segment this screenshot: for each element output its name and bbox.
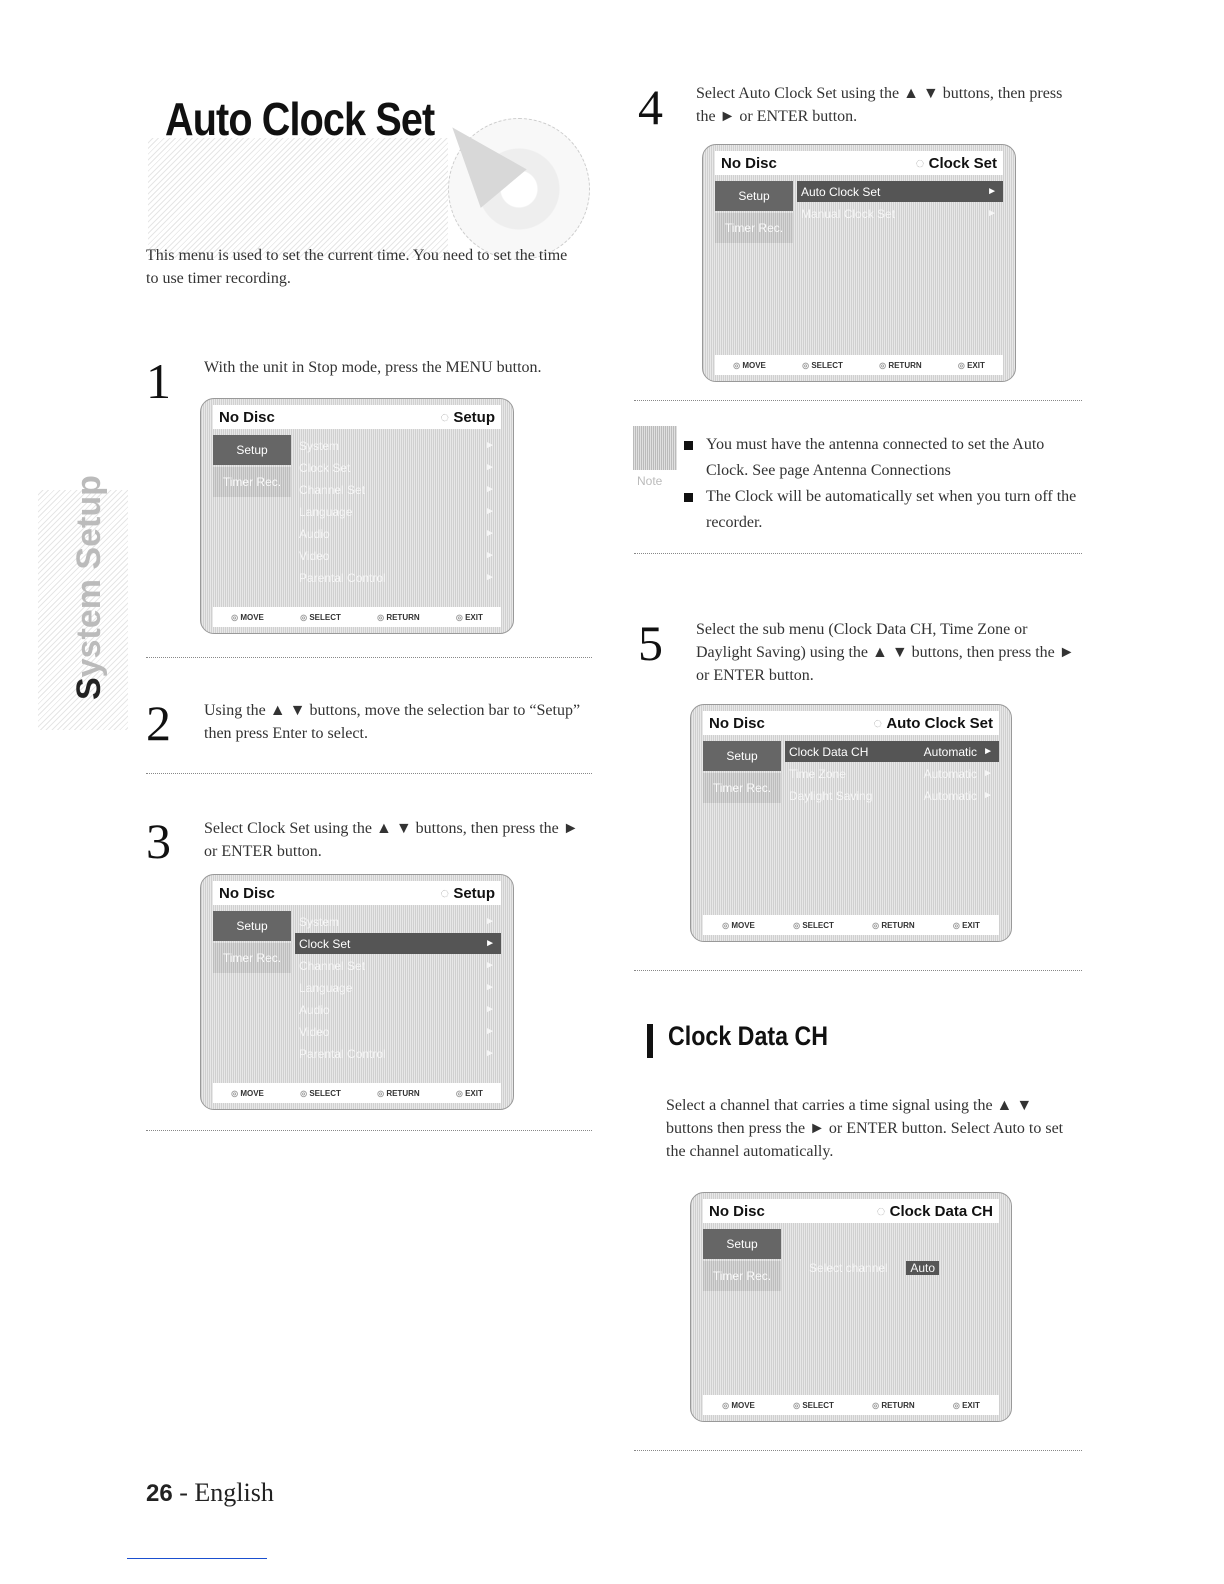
osd-tab-setup: Setup (715, 181, 793, 211)
side-tab-label: System Setup (70, 475, 108, 700)
note-list (684, 432, 1084, 536)
step-5-number: 5 (638, 615, 663, 671)
step-3-number: 3 (146, 813, 171, 869)
divider (634, 553, 1082, 554)
osd-tab-timer: Timer Rec. (213, 943, 291, 973)
osd-screen-clock-set-selected: No Disc ◌ Setup Setup Timer Rec. System ► Clock Set ► Channel Set ► Language ► Audio ► Video ► Parental Control ► ◎ MOVE ◎ SELECT ◎ RETURN ◎ EXIT (200, 874, 514, 1110)
osd-tab-timer: Timer Rec. (703, 773, 781, 803)
divider (146, 773, 592, 774)
divider (634, 1450, 1082, 1451)
note-item: You must have the antenna connected to set the Auto Clock. See page Antenna Connections (684, 432, 1084, 484)
intro-text: This menu is used to set the current time. You need to set the time to use timer recording. (146, 247, 568, 287)
osd-tab-setup: Setup (703, 1229, 781, 1259)
step-2-number: 2 (146, 695, 171, 751)
step-4-number: 4 (638, 79, 663, 135)
osd-screen-auto-clock-set: No Disc ◌ Auto Clock Set Setup Timer Rec. Clock Data CH Automatic ► Time Zone Automatic ► Daylight Saving Automatic ► ◎ MOVE ◎ SELECT ◎ RETURN ◎ EXIT (690, 704, 1012, 942)
note-label: Note (637, 474, 663, 488)
page-number: 26 - English (146, 1478, 274, 1507)
step-3-text: Select Clock Set using the ▲ ▼ buttons, then press the ► or ENTER button. (204, 820, 579, 860)
step-1-text: With the unit in Stop mode, press the MENU button. (204, 359, 542, 376)
osd-screen-clock-set: No Disc ◌ Clock Set Setup Timer Rec. Auto Clock Set ► Manual Clock Set ► ◎ MOVE ◎ SELECT ◎ RETURN ◎ EXIT (702, 144, 1016, 382)
step-4-text: Select Auto Clock Set using the ▲ ▼ buttons, then press the ► or ENTER button. (696, 85, 1063, 125)
osd-tab-setup: Setup (703, 741, 781, 771)
note-icon (633, 426, 677, 470)
osd-screen-setup: No Disc ◌ Setup Setup Timer Rec. System ► Clock Set ► Channel Set ► Language ► Audio ► Video ► Parental Control ► ◎ MOVE ◎ SELECT ◎ RETURN ◎ EXIT (200, 398, 514, 634)
note-item: The Clock will be automatically set when you turn off the recorder. (684, 484, 1084, 536)
osd-tab-timer: Timer Rec. (213, 467, 291, 497)
divider (146, 657, 592, 658)
osd-screen-clock-data-ch: No Disc ◌ Clock Data CH Setup Timer Rec. Select channel Auto ◎ MOVE ◎ SELECT ◎ RETURN ◎ EXIT (690, 1192, 1012, 1422)
bottom-rule (127, 1558, 267, 1559)
section-marker (647, 1024, 653, 1058)
osd-tab-timer: Timer Rec. (715, 213, 793, 243)
step-2-text: Using the ▲ ▼ buttons, move the selection bar to “Setup” then press Enter to select. (204, 702, 581, 742)
divider (146, 1130, 592, 1131)
step-5-text: Select the sub menu (Clock Data CH, Time Zone or Daylight Saving) using the ▲ ▼ buttons, then press the ► or ENTER button. (696, 621, 1075, 684)
section-text: Select a channel that carries a time signal using the ▲ ▼ buttons then press the ► or ENTER button. Select Auto to set the channel automatically. (666, 1097, 1064, 1160)
step-1-number: 1 (146, 353, 171, 409)
page-title: Auto Clock Set (165, 93, 435, 145)
divider (634, 400, 1082, 401)
section-title: Clock Data CH (668, 1021, 829, 1051)
divider (634, 970, 1082, 971)
osd-tab-timer: Timer Rec. (703, 1261, 781, 1291)
osd-tab-setup: Setup (213, 435, 291, 465)
osd-tab-setup: Setup (213, 911, 291, 941)
